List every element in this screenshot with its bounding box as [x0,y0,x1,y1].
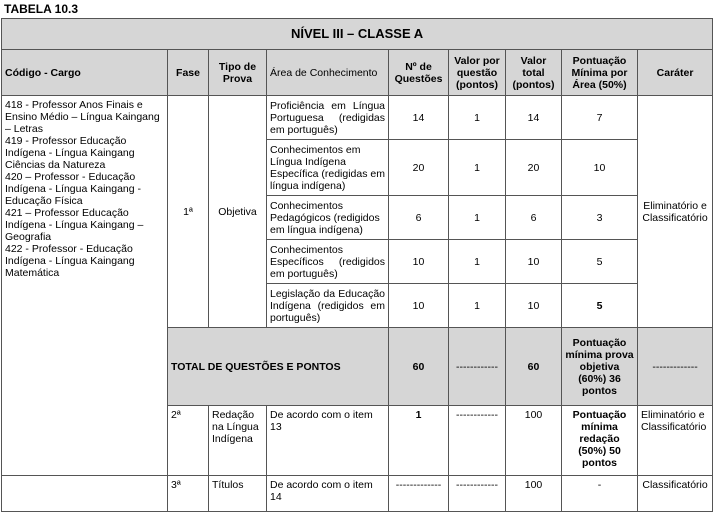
header-row [2,50,713,96]
fase-1: 1ª [168,96,209,328]
header-carater: Caráter [638,50,713,96]
header-pontuacao: Pontuação Mínima por Área (50%) [562,50,638,96]
area-cell: Proficiência em Língua Portuguesa (redigidas em português) [267,96,389,140]
carater-fase-2: Eliminatório e Classificatório [638,406,713,476]
cargo-item: 420 – Professor - Educação Indígena - Língua Kaingang - Educação Física [5,171,142,207]
total-cell: 10 [506,284,562,328]
fase-2: 2ª [168,406,209,476]
area-cell: Conhecimentos Específicos (redigidos em português) [267,240,389,284]
table-title: NÍVEL III – CLASSE A [2,19,713,50]
tipo-titulos: Títulos [209,476,267,512]
fase-3: 3ª [168,476,209,512]
minimo-cell: 3 [562,196,638,240]
cargo-item: 418 - Professor Anos Finais e Ensino Médio – Língua Kaingang – Letras [5,99,160,135]
questoes-cell: ------------- [389,476,449,512]
total-cell: 100 [506,476,562,512]
fase-3-empty [2,476,168,512]
area-cell: De acordo com o item 13 [267,406,389,476]
totals-label: TOTAL DE QUESTÕES E PONTOS [168,328,389,406]
valor-cell: 1 [449,284,506,328]
table-caption: TABELA 10.3 [4,2,79,16]
totals-questoes: 60 [389,328,449,406]
tipo-objetiva: Objetiva [209,96,267,328]
total-cell: 20 [506,140,562,196]
table-row [2,96,713,140]
questoes-cell: 14 [389,96,449,140]
cargo-item: 422 - Professor - Educação Indígena - Língua Kaingang Matemática [5,243,135,279]
minimo-cell: 5 [562,240,638,284]
carater-fase-3: Classificatório [638,476,713,512]
totals-valor: ------------ [449,328,506,406]
totals-minimo: Pontuação mínima prova objetiva (60%) 36 pontos [562,328,638,406]
cargo-item: 421 – Professor Educação Indígena - Língua Kaingang – Geografia [5,207,144,243]
area-cell: De acordo com o item 14 [267,476,389,512]
carater-fase-1: Eliminatório e Classificatório [638,96,713,328]
minimo-cell: - [562,476,638,512]
header-tipo: Tipo de Prova [209,50,267,96]
header-area: Área de Conhecimento [267,50,389,96]
header-questoes: Nº de Questões [389,50,449,96]
valor-cell: ------------ [449,476,506,512]
area-cell: Legislação da Educação Indígena (redigidos em português) [267,284,389,328]
total-cell: 14 [506,96,562,140]
header-fase: Fase [168,50,209,96]
valor-cell: 1 [449,140,506,196]
minimo-cell: 7 [562,96,638,140]
total-cell: 6 [506,196,562,240]
header-valor-total: Valor total (pontos) [506,50,562,96]
cargo-item: 419 - Professor Educação Indígena - Língua Kaingang Ciências da Natureza [5,135,135,171]
title-row [2,19,713,50]
minimo-cell: 5 [562,284,638,328]
area-cell: Conhecimentos em Língua Indígena Específica (redigidas em língua indígena) [267,140,389,196]
totals-carater: ------------- [638,328,713,406]
valor-cell: 1 [449,196,506,240]
minimo-cell: Pontuação mínima redação (50%) 50 pontos [562,406,638,476]
valor-cell: 1 [449,240,506,284]
questoes-cell: 10 [389,284,449,328]
minimo-cell: 10 [562,140,638,196]
total-cell: 100 [506,406,562,476]
header-codigo: Código - Cargo [2,50,168,96]
questoes-cell: 20 [389,140,449,196]
table-row [2,476,713,512]
header-valor-questao: Valor por questão (pontos) [449,50,506,96]
valor-cell: 1 [449,96,506,140]
total-cell: 10 [506,240,562,284]
questoes-cell: 1 [389,406,449,476]
totals-total: 60 [506,328,562,406]
questoes-cell: 6 [389,196,449,240]
exam-table [1,18,713,512]
area-cell: Conhecimentos Pedagógicos (redigidos em língua indígena) [267,196,389,240]
tipo-redacao: Redação na Língua Indígena [209,406,267,476]
questoes-cell: 10 [389,240,449,284]
valor-cell: ------------ [449,406,506,476]
cargo-list [2,96,168,476]
